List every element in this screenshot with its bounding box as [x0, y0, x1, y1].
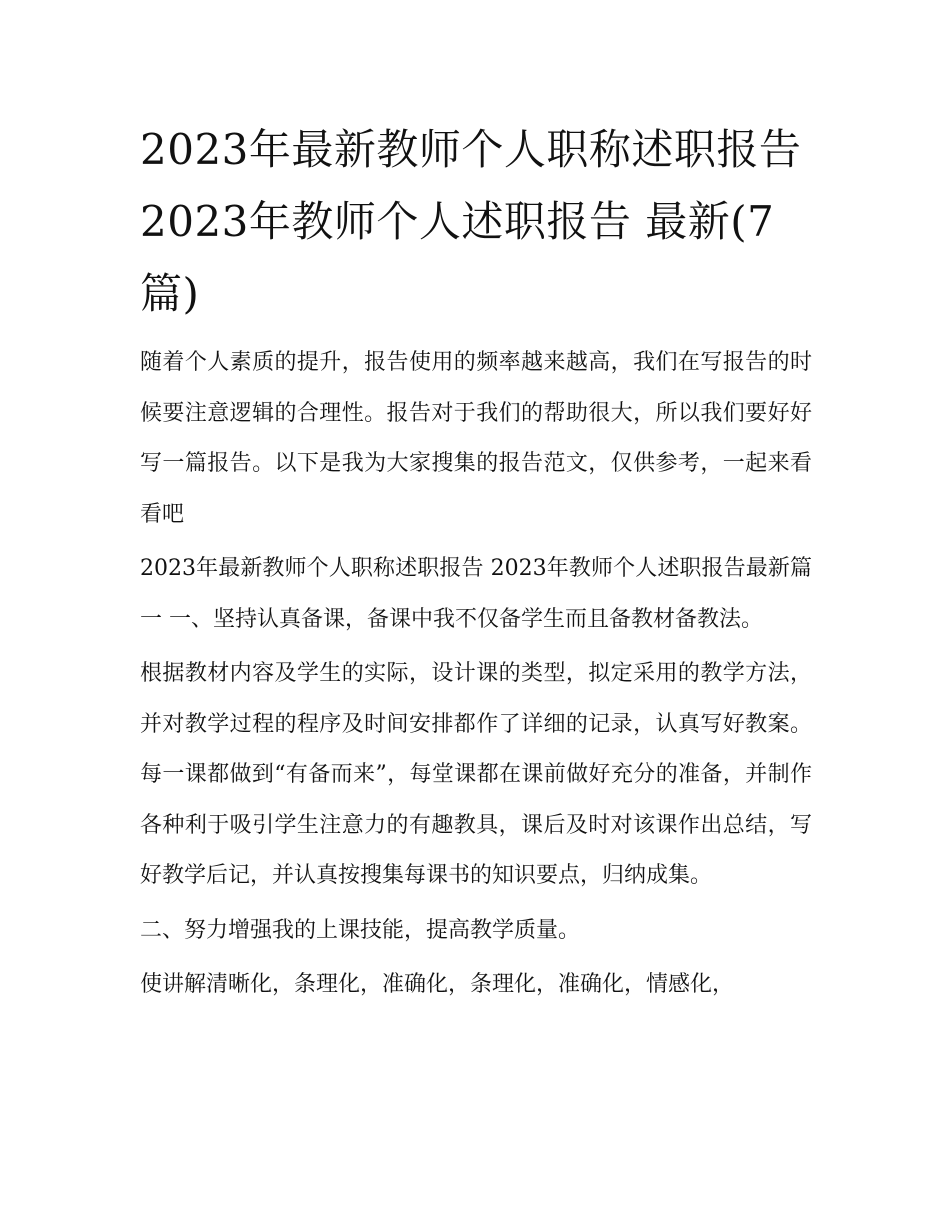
- paragraph-lesson-prep: 根据教材内容及学生的实际，设计课的类型，拟定采用的教学方法，并对教学过程的程序及时间安排都作了详细的记录，认真写好教案。每一课都做到“有备而来”，每堂课都在课前做好充分的准备，并制作各种利于吸引学生注意力的有趣教具，课后及时对该课作出总结，写好教学后记，并认真按搜集每课书的知识要点，归纳成集。: [140, 661, 812, 888]
- paragraph-point-two: 二、努力增强我的上课技能，提高教学质量。: [140, 917, 581, 943]
- document-title: 2023年最新教师个人职称述职报告 2023年教师个人述职报告 最新(7篇): [140, 125, 802, 318]
- paragraph-section-heading: 2023年最新教师个人职称述职报告 2023年教师个人述职报告最新篇一 一、坚持认真备课，备课中我不仅备学生而且备教材备教法。: [140, 556, 812, 632]
- document-body: [140, 114, 812, 1015]
- paragraph-teaching-clarity: 使讲解清晰化，条理化，准确化，条理化，准确化，情感化，: [140, 972, 735, 997]
- paragraph-intro: 随着个人素质的提升，报告使用的频率越来越高，我们在写报告的时候要注意逻辑的合理性。报告对于我们的帮助很大，所以我们要好好写一篇报告。以下是我为大家搜集的报告范文，仅供参考，一起来看看吧: [140, 350, 812, 527]
